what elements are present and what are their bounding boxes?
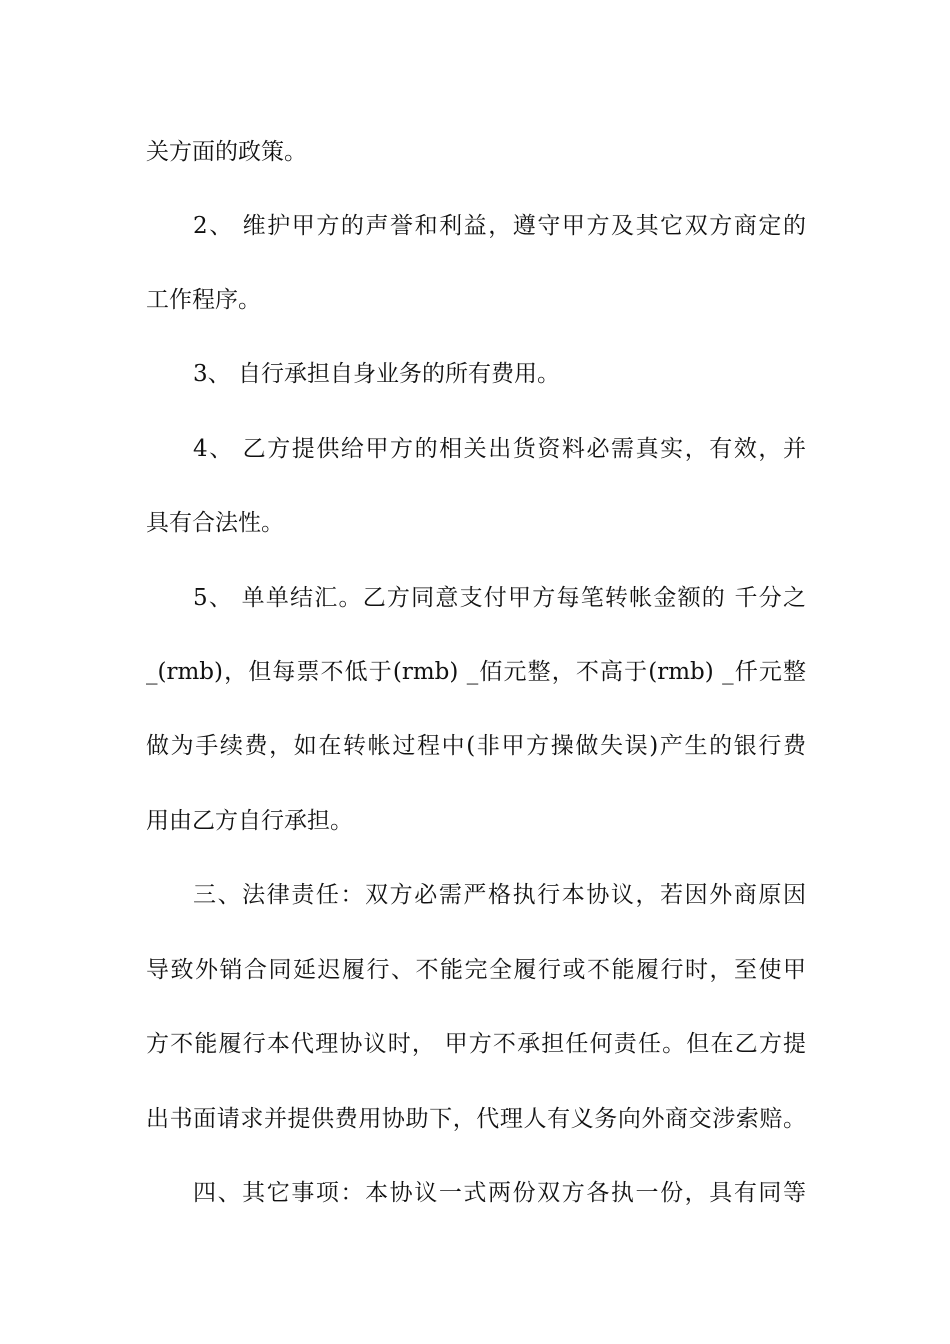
paragraph-line: 具有合法性。 bbox=[146, 510, 284, 536]
paragraph-line: 导致外销合同延迟履行、不能完全履行或不能履行时，至使甲 bbox=[146, 957, 806, 983]
paragraph-line: 5、 单单结汇。乙方同意支付甲方每笔转帐金额的 千分之 bbox=[193, 585, 806, 611]
paragraph-line: 2、 维护甲方的声誉和利益，遵守甲方及其它双方商定的 bbox=[193, 213, 806, 239]
paragraph-line: 做为手续费，如在转帐过程中(非甲方操做失误)产生的银行费 bbox=[146, 733, 806, 759]
paragraph-line: 3、 自行承担自身业务的所有费用。 bbox=[193, 361, 560, 387]
paragraph-line: 出书面请求并提供费用协助下，代理人有义务向外商交涉索赔。 bbox=[146, 1106, 806, 1132]
paragraph-line: 关方面的政策。 bbox=[146, 139, 307, 165]
paragraph-line: 三、法律责任：双方必需严格执行本协议，若因外商原因 bbox=[193, 882, 806, 908]
paragraph-line: _(rmb)，但每票不低于(rmb) _佰元整，不高于(rmb) _仟元整 bbox=[146, 659, 806, 685]
paragraph-line: 方不能履行本代理协议时， 甲方不承担任何责任。但在乙方提 bbox=[146, 1031, 806, 1057]
paragraph-line: 用由乙方自行承担。 bbox=[146, 808, 353, 834]
paragraph-line: 四、其它事项：本协议一式两份双方各执一份，具有同等 bbox=[193, 1180, 806, 1206]
paragraph-line: 工作程序。 bbox=[146, 287, 261, 313]
paragraph-line: 4、 乙方提供给甲方的相关出货资料必需真实，有效，并 bbox=[193, 436, 806, 462]
